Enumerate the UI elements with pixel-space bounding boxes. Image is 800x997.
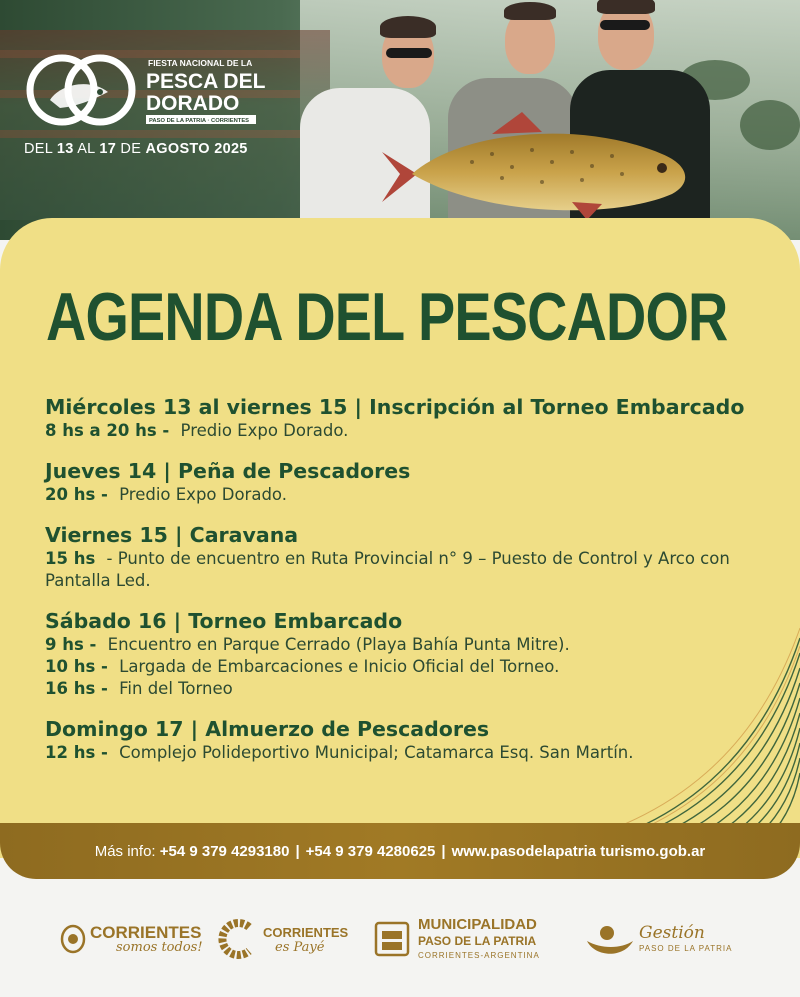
date-end: 17 xyxy=(99,141,117,157)
gestion-subtitle: PASO DE LA PATRIA xyxy=(639,944,733,953)
paye-title: CORRIENTES xyxy=(263,924,349,940)
logo-line4: PASO DE LA PATRIA · CORRIENTES xyxy=(149,118,250,124)
event-time: 16 hs - xyxy=(45,679,108,698)
logo-municipalidad xyxy=(372,909,540,969)
agenda-panel xyxy=(0,218,800,858)
event-location: Fin del Torneo xyxy=(119,679,233,698)
event-location: - Punto de encuentro en Ruta Provincial n° 9 – Puesto de Control y Arco con Pantalla Led. xyxy=(45,549,730,590)
sponsor-logos xyxy=(0,895,800,997)
event-time: 15 hs xyxy=(45,549,96,568)
date-prefix: DEL xyxy=(24,141,53,157)
gestion-sun-icon xyxy=(585,919,635,959)
info-label: Más info: xyxy=(94,842,156,860)
logo-corrientes-somos-todos xyxy=(60,909,203,969)
event-detail xyxy=(45,484,765,506)
event-item xyxy=(45,522,765,592)
event-detail xyxy=(45,678,765,700)
event-heading: Sábado 16 | Torneo Embarcado xyxy=(45,609,403,633)
phone-link-1[interactable]: +54 9 379 4293180 xyxy=(159,842,290,860)
event-detail xyxy=(45,742,765,764)
event-detail xyxy=(45,634,765,656)
event-time: 20 hs - xyxy=(45,485,108,504)
festival-dates xyxy=(24,141,248,157)
date-month-year: AGOSTO 2025 xyxy=(145,141,248,157)
logo-line1: FIESTA NACIONAL DE LA xyxy=(148,58,253,68)
event-location: Predio Expo Dorado. xyxy=(180,421,349,440)
paye-tagline: es Payé xyxy=(275,939,325,955)
event-time: 10 hs - xyxy=(45,657,108,676)
dorado-fish-image xyxy=(372,112,702,222)
event-heading: Miércoles 13 al viernes 15 | Inscripción al Torneo Embarcado xyxy=(45,395,745,419)
paye-c-icon xyxy=(215,917,257,961)
fiesta-60-logo-mark xyxy=(20,48,270,138)
logo-gestion xyxy=(585,909,732,969)
event-heading: Domingo 17 | Almuerzo de Pescadores xyxy=(45,717,490,741)
event-heading: Viernes 15 | Caravana xyxy=(45,523,299,547)
event-location: Predio Expo Dorado. xyxy=(119,485,287,504)
phone-link-2[interactable]: +54 9 379 4280625 xyxy=(305,842,436,860)
event-detail xyxy=(45,420,765,442)
event-heading: Jueves 14 | Peña de Pescadores xyxy=(45,459,411,483)
logo-line2: PESCA DEL xyxy=(146,70,266,93)
event-time: 9 hs - xyxy=(45,635,97,654)
muni-title: MUNICIPALIDAD xyxy=(418,916,537,933)
event-location: Largada de Embarcaciones e Inicio Oficial del Torneo. xyxy=(119,657,560,676)
muni-region: CORRIENTES-ARGENTINA xyxy=(418,951,540,960)
event-detail xyxy=(45,656,765,678)
event-item xyxy=(45,716,765,764)
event-location: Encuentro en Parque Cerrado (Playa Bahía Punta Mitre). xyxy=(107,635,570,654)
website-link[interactable]: www.pasodelapatria turismo.gob.ar xyxy=(451,842,706,860)
event-item xyxy=(45,608,765,700)
logo-line3: DORADO xyxy=(146,92,240,115)
corrientes-tagline: somos todos! xyxy=(116,939,203,955)
hero-photo xyxy=(0,0,800,240)
logo-corrientes-es-paye xyxy=(215,909,348,969)
event-time: 8 hs a 20 hs - xyxy=(45,421,170,440)
event-item xyxy=(45,394,765,442)
corrientes-shield-icon xyxy=(60,924,86,954)
municipal-crest-icon xyxy=(372,919,412,959)
gestion-title: Gestión xyxy=(639,923,705,943)
event-detail xyxy=(45,548,765,592)
corrientes-title: CORRIENTES xyxy=(90,922,202,942)
event-list xyxy=(45,394,765,780)
date-de: DE xyxy=(120,141,142,157)
date-mid: AL xyxy=(77,141,95,157)
event-location: Complejo Polideportivo Municipal; Catamarca Esq. San Martín. xyxy=(119,743,634,762)
page-title: AGENDA DEL PESCADOR xyxy=(46,279,728,355)
muni-subtitle: PASO DE LA PATRIA xyxy=(418,934,537,948)
contact-info-bar: Más info: +54 9 379 4293180 | +54 9 379 4280625 | www.pasodelapatria turismo.gob.ar xyxy=(0,823,800,879)
event-item xyxy=(45,458,765,506)
date-start: 13 xyxy=(56,141,74,157)
event-time: 12 hs - xyxy=(45,743,108,762)
